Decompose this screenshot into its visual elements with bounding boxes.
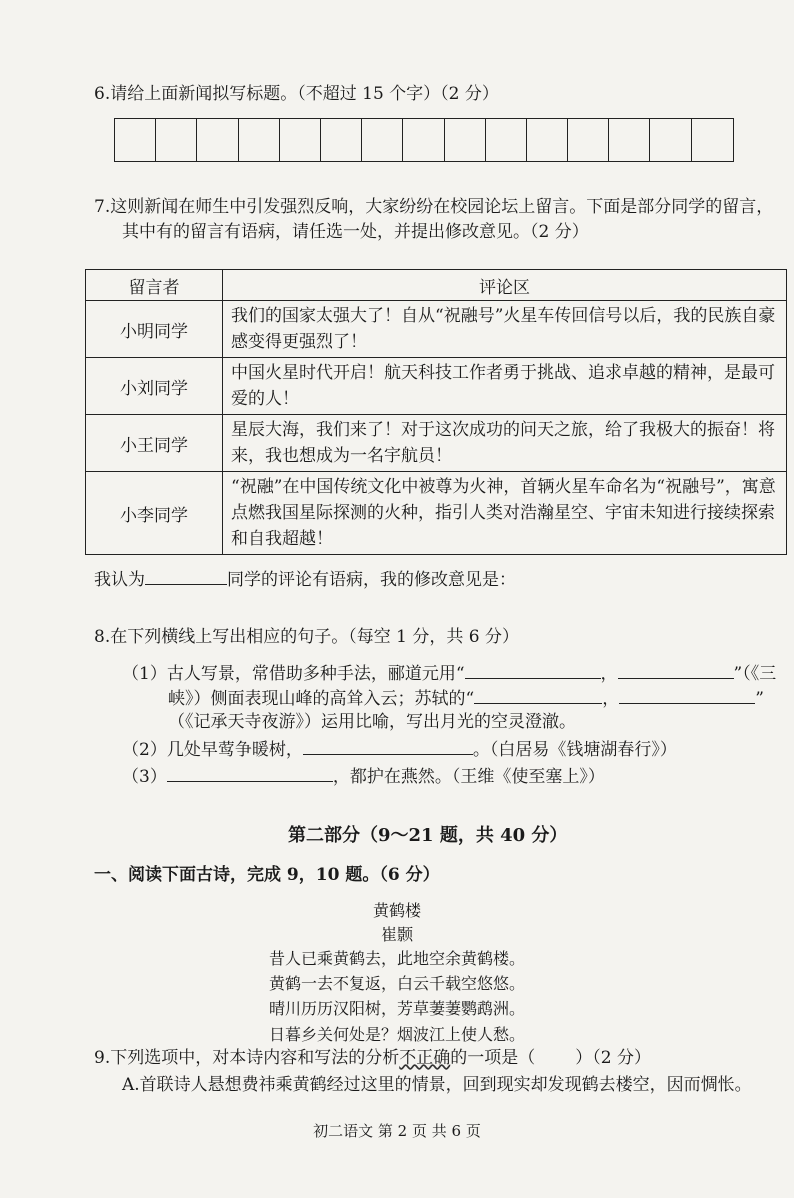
q8-item3 [122, 763, 605, 789]
q8-item2 [122, 736, 677, 762]
answer-box[interactable] [321, 119, 362, 161]
answer-box[interactable] [403, 119, 444, 161]
comment-text: 我们的国家太强大了！自从“祝融号”火星车传回信号以后，我的民族自豪感变得更强烈了！ [223, 301, 787, 358]
poem-line: 日暮乡关何处是？烟波江上使人愁。 [268, 1025, 525, 1044]
answer-prefix: 我认为 [94, 570, 145, 590]
answer-box[interactable] [280, 119, 321, 161]
item-text: 峡》）侧面表现山峰的高耸入云；苏轼的“ [168, 689, 475, 709]
fill-blank[interactable] [618, 660, 734, 679]
answer-box[interactable] [362, 119, 403, 161]
answer-box[interactable] [156, 119, 197, 161]
poem-line: 黄鹤一去不复返，白云千载空悠悠。 [268, 974, 525, 993]
item-text: （3） [122, 767, 167, 787]
q8-item1-line1 [122, 660, 776, 686]
table-row [86, 358, 787, 415]
part2-heading: 第二部分（9～21 题，共 40 分） [288, 825, 568, 846]
q8-prompt: 8.在下列横线上写出相应的句子。（每空 1 分，共 6 分） [94, 627, 519, 647]
q9-prompt [94, 1046, 651, 1070]
q6-prompt: 6.请给上面新闻拟写标题。（不超过 15 个字）（2 分） [94, 84, 499, 104]
answer-box[interactable] [486, 119, 527, 161]
q8-item1-line3: （《记承天寺夜游》）运用比喻，写出月光的空灵澄澈。 [168, 712, 576, 732]
page-footer: 初二语文 第 2 页 共 6 页 [313, 1122, 481, 1140]
item-text: 。（白居易《钱塘湖春行》） [472, 740, 677, 760]
answer-box[interactable] [609, 119, 650, 161]
item-text: （1）古人写景，常借助多种手法，郦道元用“ [122, 664, 465, 684]
item-text: （2）几处早莺争暖树， [122, 740, 303, 760]
comment-text: 星辰大海，我们来了！对于这次成功的问天之旅，给了我极大的振奋！将来，我也想成为一名宇航员！ [223, 415, 787, 472]
answer-suffix: 同学的评论有语病，我的修改意见是： [227, 570, 516, 590]
col-header-commenter: 留言者 [86, 270, 223, 301]
q7-prompt-line2: 其中有的留言有语病，请任选一处，并提出修改意见。（2 分） [122, 222, 589, 242]
commenter-name: 小刘同学 [86, 358, 223, 415]
col-header-comments: 评论区 [223, 270, 787, 301]
answer-box[interactable] [650, 119, 691, 161]
commenter-name: 小李同学 [86, 472, 223, 555]
commenter-name: 小明同学 [86, 301, 223, 358]
commenter-name: 小王同学 [86, 415, 223, 472]
emphasis-text: 不正确 [399, 1048, 451, 1068]
table-row [86, 415, 787, 472]
poem-author: 崔颢 [380, 925, 413, 944]
item-text: 的一项是（ [450, 1048, 536, 1068]
fill-blank[interactable] [619, 685, 755, 704]
answer-box[interactable] [197, 119, 238, 161]
answer-box[interactable] [692, 119, 733, 161]
item-text: 9.下列选项中，对本诗内容和写法的分析 [94, 1048, 400, 1068]
comment-text: “祝融”在中国传统文化中被尊为火神，首辆火星车命名为“祝融号”，寓意点燃我国星际探测的火种，指引人类对浩瀚星空、宇宙未知进行接续探索和自我超越！ [223, 472, 787, 555]
item-text: ，都护在燕然。（王维《使至塞上》） [332, 767, 605, 787]
answer-box[interactable] [115, 119, 156, 161]
q8-item1-line2 [168, 685, 764, 711]
answer-box[interactable] [445, 119, 486, 161]
section1-heading: 一、阅读下面古诗，完成 9，10 题。（6 分） [94, 865, 440, 885]
item-text: ）（2 分） [575, 1048, 651, 1068]
table-row [86, 301, 787, 358]
item-text: ”（《三 [733, 664, 777, 684]
answer-box[interactable] [239, 119, 280, 161]
poem-title: 黄鹤楼 [372, 901, 421, 920]
fill-blank[interactable] [465, 660, 601, 679]
poem-line: 晴川历历汉阳树，芳草萋萋鹦鹉洲。 [268, 999, 525, 1018]
fill-blank[interactable] [474, 685, 602, 704]
item-text: ， [602, 689, 620, 709]
poem-line: 昔人已乘黄鹤去，此地空余黄鹤楼。 [268, 949, 525, 968]
answer-blank[interactable] [145, 566, 227, 585]
title-answer-grid[interactable] [114, 118, 734, 162]
item-text: ， [600, 664, 618, 684]
q7-prompt-line1: 7.这则新闻在师生中引发强烈反响，大家纷纷在校园论坛上留言。下面是部分同学的留言， [94, 197, 774, 217]
fill-blank[interactable] [167, 763, 333, 782]
answer-box[interactable] [527, 119, 568, 161]
answer-box[interactable] [568, 119, 609, 161]
comment-table [85, 269, 787, 555]
comment-text: 中国火星时代开启！航天科技工作者勇于挑战、追求卓越的精神，是最可爱的人！ [223, 358, 787, 415]
table-row [86, 472, 787, 555]
q9-option-a: A.首联诗人悬想费祎乘黄鹤经过这里的情景，回到现实却发现鹤去楼空，因而惆怅。 [122, 1075, 752, 1095]
q7-answer-line [94, 566, 516, 592]
item-text: ” [755, 689, 764, 709]
fill-blank[interactable] [303, 736, 473, 755]
